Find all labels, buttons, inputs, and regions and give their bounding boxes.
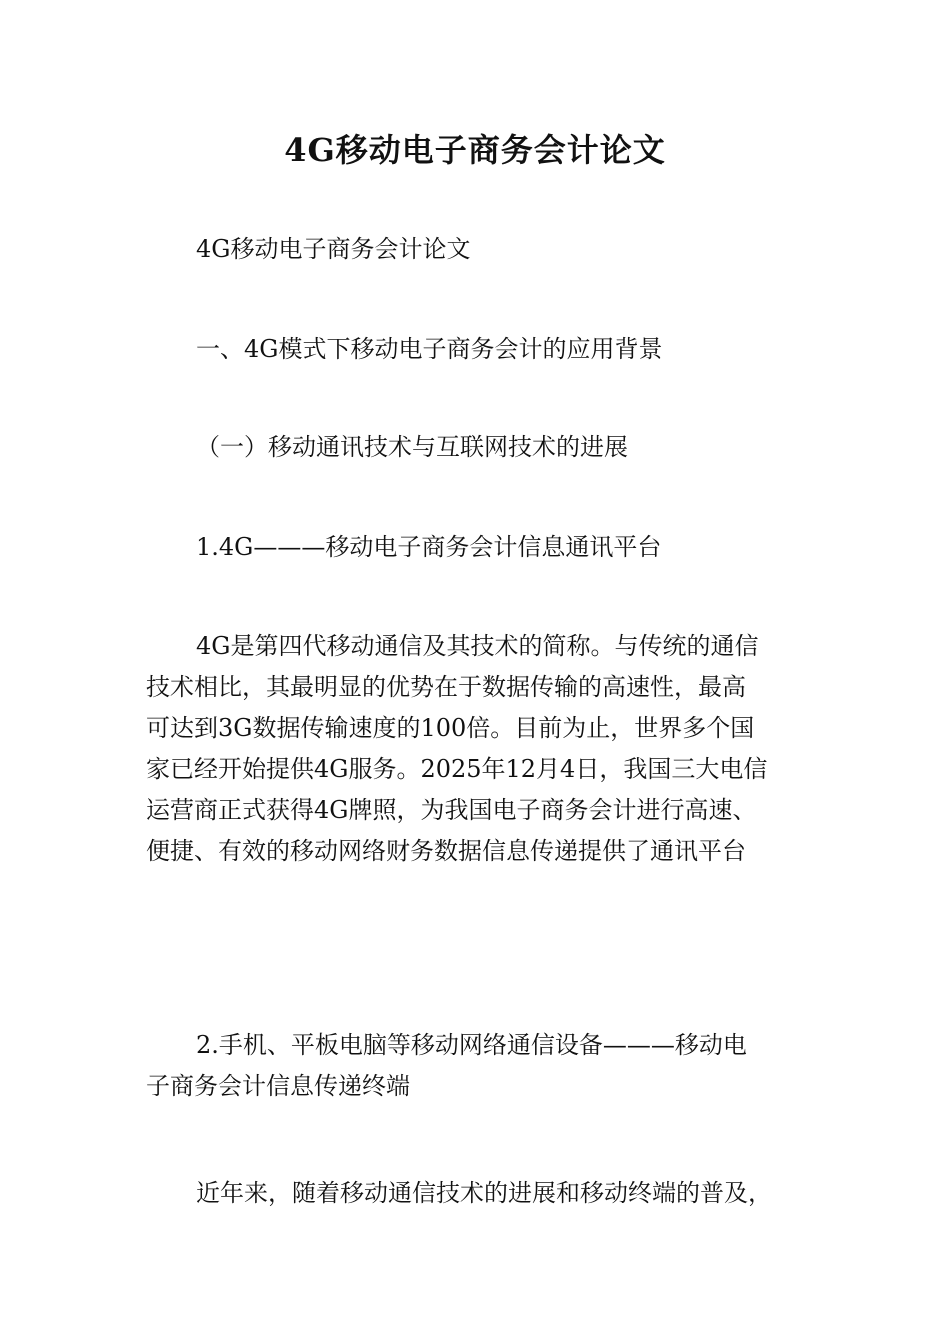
- paragraph-line: （一）移动通讯技术与互联网技术的进展: [196, 433, 628, 461]
- item-heading-2: [146, 1025, 826, 1107]
- section-heading: [146, 329, 826, 370]
- paragraph-line: 技术相比，其最明显的优势在于数据传输的高速性，最高: [146, 673, 746, 701]
- paragraph-line: 可达到3G数据传输速度的100倍。目前为止，世界多个国: [146, 714, 755, 742]
- item-heading-1: [146, 527, 826, 568]
- paragraph-line: 一、4G模式下移动电子商务会计的应用背景: [196, 335, 663, 363]
- subsection-heading: [146, 427, 826, 468]
- paragraph-line: 便捷、有效的移动网络财务数据信息传递提供了通讯平台: [146, 837, 746, 865]
- document-title: 4G移动电子商务会计论文: [284, 131, 666, 169]
- paragraph-line: 运营商正式获得4G牌照，为我国电子商务会计进行高速、: [146, 796, 757, 824]
- body-paragraph-4g: [146, 626, 826, 872]
- body-paragraph-recent: [146, 1173, 826, 1214]
- paragraph-line: 近年来，随着移动通信技术的进展和移动终端的普及，: [196, 1179, 772, 1207]
- paragraph-line: 1.4G———移动电子商务会计信息通讯平台: [196, 533, 662, 561]
- paragraph-doc-title: [146, 229, 826, 270]
- paragraph-line: 2.手机、平板电脑等移动网络通信设备———移动电: [196, 1031, 747, 1059]
- paragraph-line: 4G移动电子商务会计论文: [196, 235, 471, 263]
- paragraph-line: 4G是第四代移动通信及其技术的简称。与传统的通信: [196, 632, 759, 660]
- paragraph-line: 家已经开始提供4G服务。2025年12月4日，我国三大电信: [146, 755, 768, 783]
- paragraph-line: 子商务会计信息传递终端: [146, 1072, 410, 1100]
